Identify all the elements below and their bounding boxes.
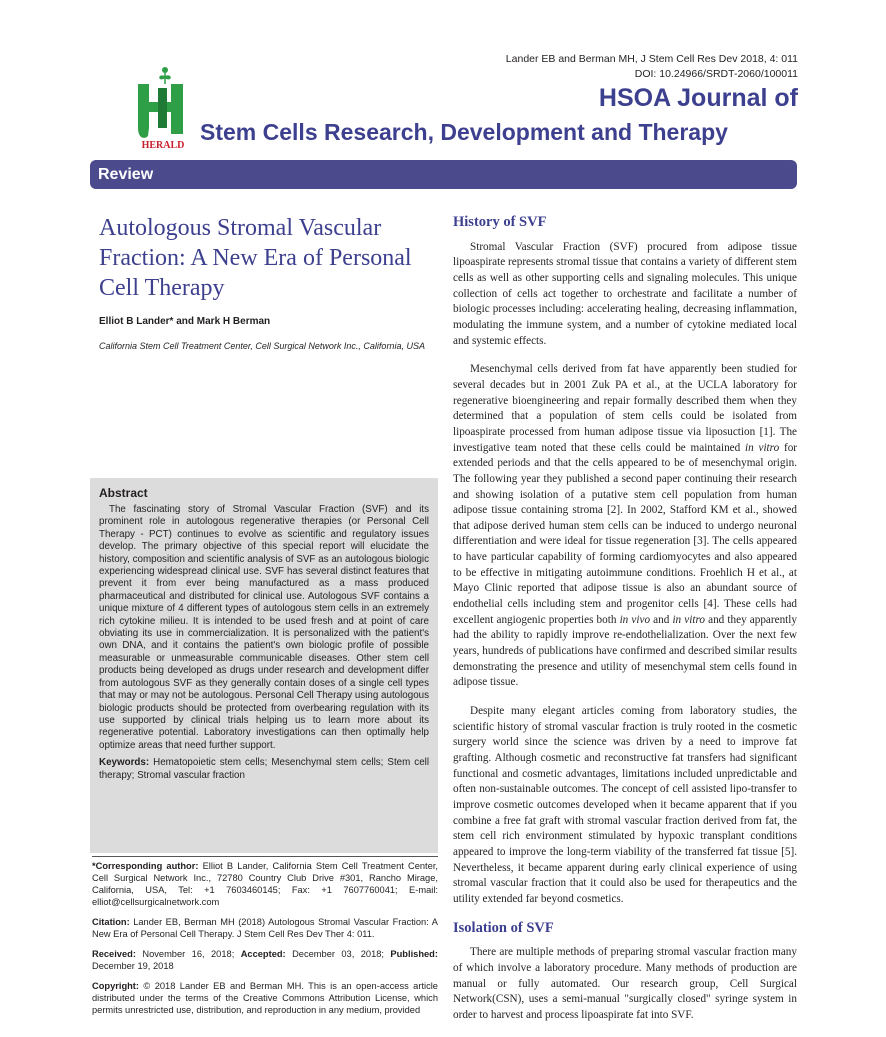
article-title: Autologous Stromal Vascular Fraction: A New Era of Personal Cell Therapy — [99, 215, 412, 301]
corresponding-text: Elliot B Lander, California Stem Cell Treatment Center, Cell Surgical Network Inc., 72780 Country Club Drive #301, Rancho Mirage, California, USA, Tel: +1 7603460145; Fax: +1 7607760041; E-mail: elliot@cellsurgicalnetwork.com — [92, 861, 438, 907]
isolation-paragraph-1: There are multiple methods of preparing stromal vascular fraction many of which involve a laboratory procedure. Many methods of production are manual or fully automated. Our research group, Cell Surgical Network(CSN), uses a semi-manual "surgically closed" syringe system in order to harvest and process lipoaspirate fat into SVF. — [453, 946, 797, 1021]
history-p2-part-b: for extended periods and that the cells appeared to be of mesenchymal origin. The following year they published a second paper continuing their research and showing isolation of a putative stem cell population from human adipose tissue containing stroma [2]. In 2002, Stafford KM et al., showed that adipose derived human stem cells can be induced to undergo neuronal differentiation and were ideal for tissue regeneration [3]. The cells appeared to have particular capability of forming cardiomyocytes and also appeared to be effective in mitigating autoimmune conditions. Froehlich H et al., at Mayo Clinic reported that adipose tissue is also an abundant source of endothelial cells including stem and progenitor cells [4]. These cells had excellent angiogenic properties both — [453, 441, 798, 626]
citation-block — [92, 916, 438, 940]
in-vivo-italic: in vivo — [619, 613, 651, 626]
affiliation: California Stem Cell Treatment Center, Cell Surgical Network Inc., California, USA — [99, 341, 425, 351]
history-p2-and: and — [653, 613, 670, 626]
copyright — [92, 980, 438, 1016]
herald-logo-icon — [132, 62, 194, 152]
notes-divider — [92, 856, 438, 857]
abstract-box — [90, 478, 438, 853]
copyright-text: © 2018 Lander EB and Berman MH. This is an open-access article distributed under the terms of the Creative Commons Attribution License, which permits unrestricted use, distribution, and reproduction in any medium, provided — [92, 981, 438, 1015]
copyright-label: Copyright: — [92, 981, 139, 991]
authors: Elliot B Lander* and Mark H Berman — [99, 316, 271, 327]
dates — [92, 948, 438, 972]
citation-label: Citation: — [92, 917, 130, 927]
keywords-label: Keywords: — [99, 757, 150, 769]
citation-text: Lander EB, Berman MH (2018) Autologous Stromal Vascular Fraction: A New Era of Personal Cell Therapy. J Stem Cell Res Dev Ther 4: 011. — [92, 917, 438, 939]
in-vitro-italic-2: in vitro — [672, 613, 705, 626]
received-label: Received: — [92, 949, 136, 959]
published-label: Published: — [390, 949, 438, 959]
accepted-date: December 03, 2018; — [292, 949, 384, 959]
article-type-bar: Review — [90, 160, 797, 189]
keywords-text: Hematopoietic stem cells; Mesenchymal stem cells; Stem cell therapy; Stromal vascular fraction — [99, 757, 429, 781]
doi-line: DOI: 10.24966/SRDT-2060/100011 — [634, 68, 798, 80]
section-heading-history: History of SVF — [453, 214, 547, 230]
logo-wordmark: HERALD — [141, 140, 185, 151]
history-p2-part-a: Mesenchymal cells derived from fat have apparently been studied for several decades but in 2001 Zuk PA et al., at the UCLA laboratory for regenerative bioengineering and repair formally described them when they determined that a population of stem cells could be isolated from lipoaspirate processed from human adipose tissue via liposuction [1]. The investigative team noted that these cells could be maintained — [453, 363, 797, 454]
abstract-text: The fascinating story of Stromal Vascular Fraction (SVF) and its prominent role in autologous regenerative therapies (or Personal Cell Therapy - PCT) continues to evolve as scientific and regulatory issues develop. The primary objective of this special report will elucidate the history, composition and scientific analysis of SVF as an autologous biologic experiencing widespread clinical use. SVF has several distinct features that prevent it from ever being manufactured as a mass produced pharmaceutical and distributed for clinical use. Autologous SVF contains a unique mixture of 4 different types of autologous stem cells in an extremely rich cytokine milieu. It is intended to be used fresh and at point of care obviating its use in commercialization. It is personalized with the patient's own DNA, and it contains the patient's own biologic profile of possible measurable or unmeasurable communicable diseases. Other stem cell products being developed as drugs under research and development differ from autologous SVF as they generally contain doses of a single cell types that may or may not be autologous. Personal Cell Therapy using autologous biologic products should be protected from overbearing regulation with its use supported by clinical trials helping us to learn more about its regenerative potential. Laboratory investigations can then optimally help optimize areas that need further support. — [99, 504, 429, 751]
article-citation-header — [506, 52, 798, 82]
accepted-label: Accepted: — [240, 949, 286, 959]
published-date: December 19, 2018 — [92, 961, 174, 971]
citation-line: Lander EB and Berman MH, J Stem Cell Res Dev 2018, 4: 011 — [505, 53, 798, 65]
corresponding-author — [92, 860, 438, 908]
keywords — [99, 757, 429, 782]
abstract-heading: Abstract — [99, 486, 148, 500]
in-vitro-italic: in vitro — [745, 441, 780, 454]
body-column — [453, 215, 797, 1037]
corresponding-label: *Corresponding author: — [92, 861, 199, 871]
journal-name-line2: Stem Cells Research, Development and Therapy — [200, 119, 728, 145]
history-paragraph-1: Stromal Vascular Fraction (SVF) procured from adipose tissue lipoaspirate represents stromal tissue that contains a variety of different stem cells as well as other supporting cells and signaling molecules. This unique collection of cells act together to orchestrate and facilitate a number of biologic processes including: accelerating healing, decreasing inflammation, modulating the immune system, and a number of cytokine mediated local and systemic effects. — [453, 240, 797, 347]
journal-name-line1: HSOA Journal of — [598, 84, 798, 112]
section-heading-isolation: Isolation of SVF — [453, 919, 554, 936]
history-paragraph-2 — [453, 362, 797, 691]
front-matter-notes — [92, 856, 438, 1024]
history-p2-part-c: and they apparently had the ability to rapidly improve re-endothelialization. Over the next few years, hundreds of publications have confirmed and described similar results demonstrating the presence and utility of mesenchymal stem cells found in adipose tissue. — [453, 613, 797, 689]
received-date: November 16, 2018; — [142, 949, 235, 959]
history-paragraph-3: Despite many elegant articles coming from laboratory studies, the scientific history of stromal vascular fraction is truly rooted in the cosmetic surgery world since the science was driven by a need to improve fat grafting. Although cosmetic and reconstructive fat transfers had significant functional and cosmetic advantages, limitations included unpredictable and often non-sustainable outcomes. The concept of cell assisted lipo-transfer to improve cosmetic outcomes developed when it became apparent that if you combine a free fat graft with stromal vascular fraction derived from fat, the stem cell rich environment stimulated by hypoxic transplant conditions appeared to improve the long-term viability of the transferred fat tissue [5]. Nevertheless, it became apparent during early clinical experience of using stromal vascular fraction that it could also be used for therapeutics and the utility extended far beyond cosmetics. — [453, 705, 797, 905]
